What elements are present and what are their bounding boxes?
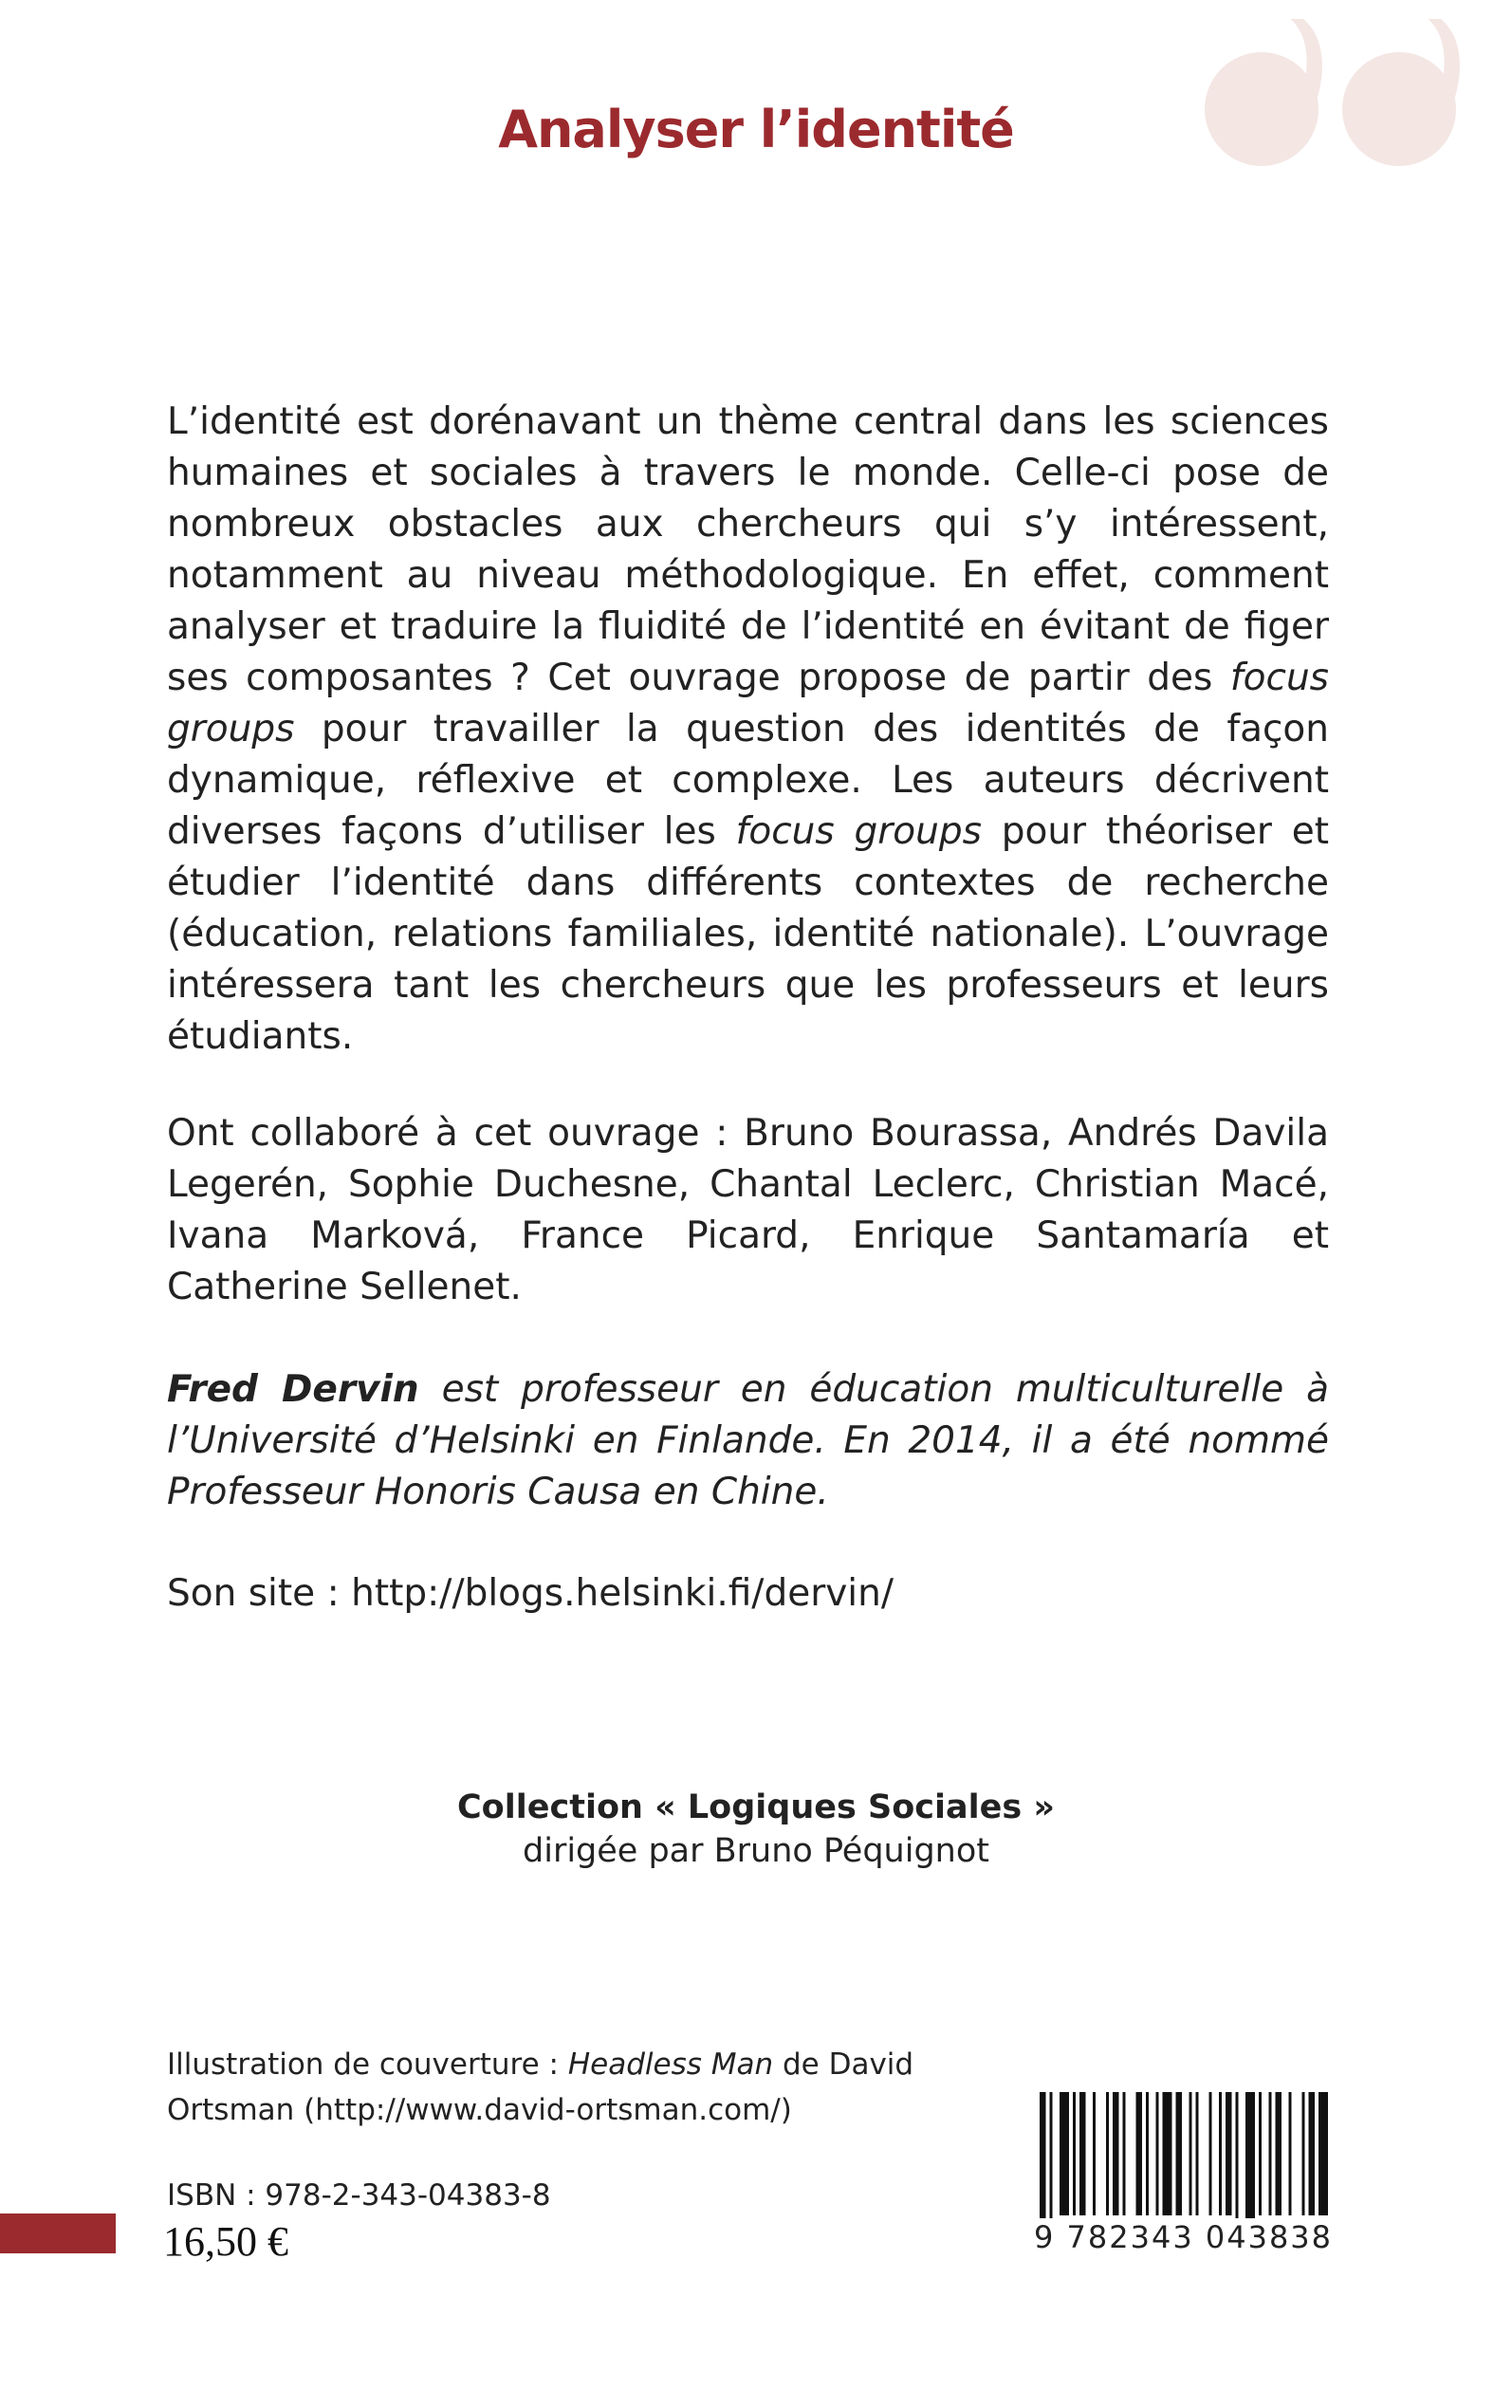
collection-director: dirigée par Bruno Péquignot: [523, 1832, 989, 1870]
book-title: Analyser l’identité: [498, 100, 1014, 159]
summary-text-2: pour travailler la question des identités de façon dynamique, réflexive et complexe. Les auteurs décrivent diverses façons d’utiliser les: [167, 708, 1329, 853]
author-paragraph: [167, 1364, 1329, 1518]
cover-credit: [167, 2042, 983, 2133]
collection-title: Collection « Logiques Sociales »: [457, 1788, 1055, 1826]
author-bio: est professeur en éducation multiculturelle à l’Université d’Helsinki en Finlande. En 2014, il a été nommé Professeur Honoris Causa en Chine.: [167, 1368, 1330, 1513]
accent-bar: [0, 2214, 116, 2253]
summary-italic-1: focus groups: [167, 657, 1329, 750]
author-site: Son site : http://blogs.helsinki.fi/dervin/: [167, 1572, 894, 1615]
credit-work: Headless Man: [567, 2047, 774, 2082]
author-name: Fred Dervin: [167, 1368, 419, 1411]
credit-prefix: Illustration de couverture :: [167, 2047, 559, 2082]
collection-block: [0, 1786, 1512, 1873]
price-text: 16,50 €: [163, 2218, 288, 2265]
summary-italic-2: focus groups: [735, 810, 982, 853]
summary-text-3: pour théoriser et étudier l’identité dans différents contextes de recherche (éducation, relations familiales, identité nationale). L’ouvrage intéressera tant les chercheurs que les professeurs et leurs étudiants.: [167, 810, 1330, 1058]
summary-paragraph: [167, 397, 1329, 1063]
isbn-text: ISBN : 978-2-343-04383-8: [167, 2178, 551, 2213]
barcode-number: 9 782343 043838: [1034, 2219, 1334, 2255]
credit-suffix: de David Ortsman (http://www.david-ortsman.com/): [167, 2047, 914, 2127]
contributors-paragraph: Ont collaboré à cet ouvrage : Bruno Bourassa, Andrés Davila Legerén, Sophie Duchesne, Chantal Leclerc, Christian Macé, Ivana Marková, France Picard, Enrique Santamaría et Catherine Sellenet.: [167, 1112, 1329, 1308]
summary-text-1: L’identité est dorénavant un thème central dans les sciences humaines et sociales à travers le monde. Celle-ci pose de nombreux obstacles aux chercheurs qui s’y intéressent, notamment au niveau méthodologique. En effet, comment analyser et traduire la fluidité de l’identité en évitant de figer ses composantes ? Cet ouvrage propose de partir des: [167, 400, 1329, 699]
